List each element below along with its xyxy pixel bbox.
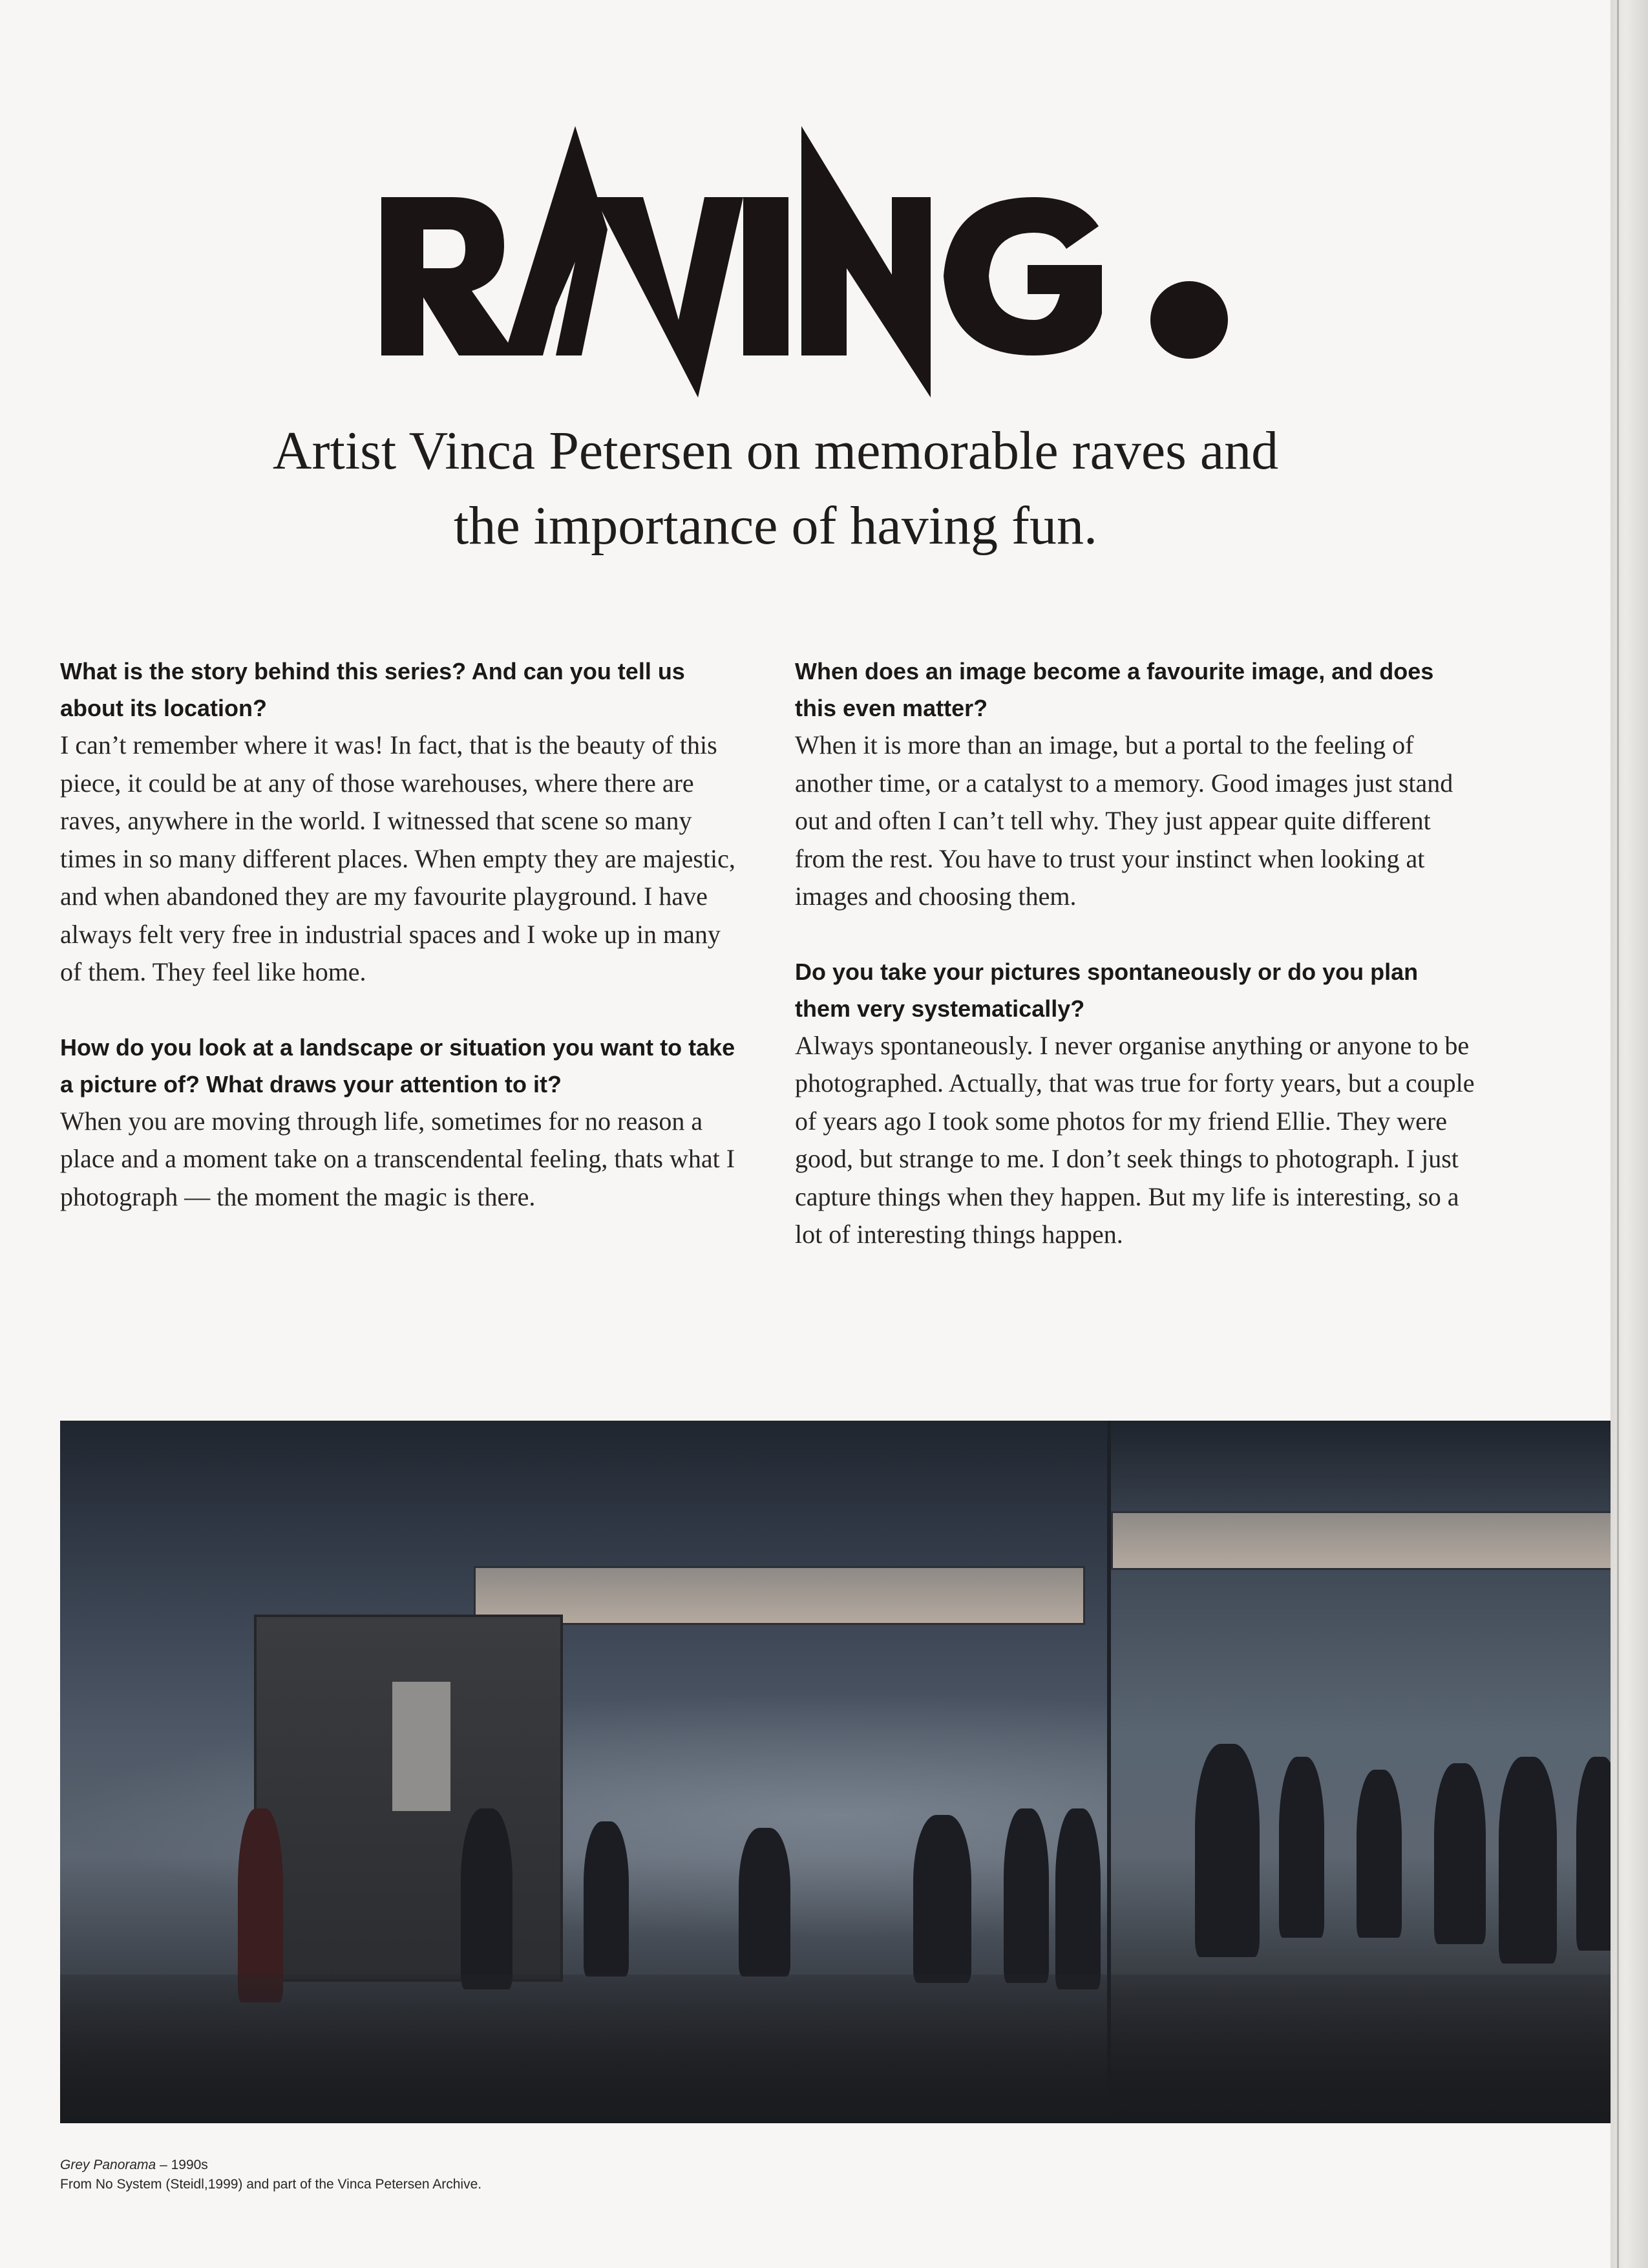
person-silhouette bbox=[1434, 1763, 1486, 1944]
person-silhouette bbox=[1004, 1808, 1049, 1983]
floor bbox=[60, 1975, 1611, 2123]
interview-column-right bbox=[795, 653, 1480, 1291]
answer: I can’t remember where it was! In fact, that is the beauty of this piece, it could be at any of those warehouses, where there are raves, anywhere in the world. I witnessed that scene so many times in so many different places. When empty they are majestic, and when abandoned they are my favourite playground. I have always felt very free in industrial spaces and I woke up in many of them. They feel like home. bbox=[60, 730, 735, 986]
person-silhouette bbox=[1279, 1757, 1324, 1938]
person-silhouette bbox=[739, 1828, 790, 1977]
answer: When you are moving through life, sometimes for no reason a place and a moment take on a transcendental feeling, thats what I photograph — the moment the magic is there. bbox=[60, 1106, 735, 1211]
person-silhouette bbox=[1357, 1770, 1402, 1938]
person-silhouette bbox=[1055, 1808, 1101, 1989]
raving-logo bbox=[381, 126, 1234, 397]
subtitle bbox=[129, 414, 1422, 564]
person-silhouette bbox=[1195, 1744, 1260, 1957]
person-silhouette bbox=[461, 1808, 512, 1989]
truck bbox=[254, 1615, 563, 1982]
photo-caption bbox=[60, 2156, 481, 2194]
caption-date: – 1990s bbox=[160, 2157, 208, 2172]
person-silhouette bbox=[913, 1815, 971, 1983]
question: Do you take your pictures spontaneously or do you plan them very systematically? bbox=[795, 958, 1419, 1022]
interview-column-left bbox=[60, 653, 745, 1253]
person-silhouette bbox=[584, 1821, 629, 1977]
truck-curtain bbox=[392, 1682, 450, 1811]
person-silhouette bbox=[1576, 1757, 1611, 1951]
answer: When it is more than an image, but a portal to the feeling of another time, or a catalyst to a memory. Good images just stand out and often I can’t tell why. They just appear quite different from the rest. You have to trust your instinct when looking at images and choosing them. bbox=[795, 730, 1453, 911]
subtitle-line-2: the importance of having fun. bbox=[453, 496, 1098, 556]
warehouse-windows bbox=[474, 1566, 1085, 1625]
question: When does an image become a favourite image, and does this even matter? bbox=[795, 658, 1434, 721]
caption-credit: From No System (Steidl,1999) and part of the Vinca Petersen Archive. bbox=[60, 2177, 482, 2192]
person-silhouette bbox=[238, 1808, 283, 2002]
question: How do you look at a landscape or situation you want to take a picture of? What draws your attention to it? bbox=[60, 1033, 735, 1097]
question: What is the story behind this series? And can you tell us about its location? bbox=[60, 658, 685, 721]
warehouse-windows bbox=[1111, 1511, 1611, 1570]
answer: Always spontaneously. I never organise anything or anyone to be photographed. Actually, that was true for forty years, but a couple of years ago I took some photos for my friend Ellie. They were good, but strange to me. I don’t seek things to photograph. I just capture things when they happen. But my life is interesting, so a lot of interesting things happen. bbox=[795, 1030, 1475, 1249]
caption-title: Grey Panorama bbox=[60, 2157, 156, 2172]
person-silhouette bbox=[1499, 1757, 1557, 1964]
binding-line bbox=[1617, 0, 1619, 2268]
subtitle-line-1: Artist Vinca Petersen on memorable raves and bbox=[272, 421, 1279, 481]
warehouse-rave-photo bbox=[60, 1421, 1611, 2123]
page-binding-edge bbox=[1611, 0, 1648, 2268]
